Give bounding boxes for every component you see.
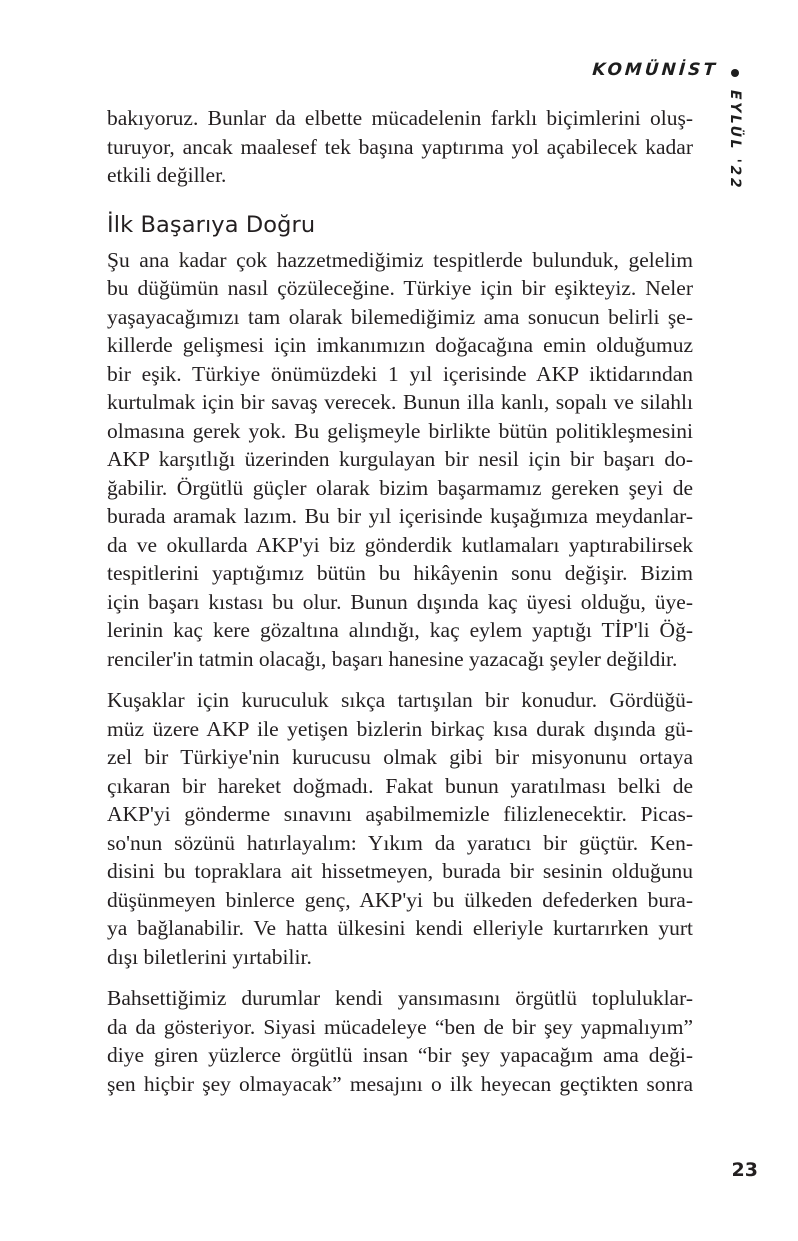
- paragraph-continuation: [107, 104, 693, 190]
- paragraph-3: [107, 984, 693, 1098]
- section-heading: İlk Başarıya Doğru: [107, 211, 316, 238]
- text-line: disini bu topraklara ait hissetmeyen, burada bir sesinin olduğunu: [107, 859, 693, 883]
- text-line: da da gösteriyor. Siyasi mücadeleye “ben de bir şey yapmalıyım”: [107, 1014, 693, 1039]
- text-line: killerde gelişmesi için imkanımızın doğacağına emin olduğumuz: [107, 333, 693, 357]
- issue-date-text: EYLÜL '22: [727, 90, 743, 191]
- text-line: diye giren yüzlerce örgütlü insan “bir şey yapacağım ama deği-: [107, 1043, 693, 1067]
- running-head-issue-date: [724, 90, 746, 191]
- text-line: renciler'in tatmin olacağı, başarı hanesine yazacağı şeyler değildir.: [107, 646, 678, 671]
- text-line: bakıyoruz. Bunlar da elbette mücadelenin farklı biçimlerini oluş-: [107, 106, 693, 130]
- text-line: olmasına gerek yok. Bu gelişmeyle birlikte bütün politikleşmesini: [107, 418, 693, 443]
- text-line: AKP'yi gönderme sınavını aşabilmemizle filizlenecektir. Picas-: [107, 802, 693, 826]
- page-number: 23: [731, 1159, 758, 1181]
- text-line: kurtulmak için bir savaş verecek. Bunun illa kanlı, sopalı ve silahlı: [107, 390, 693, 414]
- text-line: Şu ana kadar çok hazzetmediğimiz tespitlerde bulunduk, gelelim: [107, 247, 693, 272]
- text-line: ğabilir. Örgütlü güçler olarak bizim başarmamız gereken şeyi de: [107, 475, 693, 500]
- text-line: yaşayacağımızı tam olarak bilemediğimiz ama sonucun belirli şe-: [107, 304, 693, 329]
- paragraph-1: [107, 246, 693, 674]
- text-line: zel bir Türkiye'nin kurucusu olmak gibi bir misyonunu ortaya: [107, 745, 693, 769]
- text-line: da ve okullarda AKP'yi biz gönderdik kutlamaları yaptırabilirsek: [107, 532, 693, 557]
- text-line: müz üzere AKP ile yetişen bizlerin birkaç kısa durak dışında gü-: [107, 716, 693, 741]
- text-line: burada aramak lazım. Bu bir yıl içerisinde kuşağımıza meydanlar-: [107, 504, 693, 528]
- text-line: etkili değiller.: [107, 163, 227, 187]
- text-line: turuyor, ancak maalesef tek başına yaptırıma yol açabilecek kadar: [107, 134, 693, 159]
- paragraph-2: [107, 686, 693, 971]
- text-line: düşünmeyen binlerce genç, AKP'yi bu ülkeden defederken bura-: [107, 887, 693, 912]
- text-line: bu düğümün nasıl çözüleceğine. Türkiye için bir eşikteyiz. Neler: [107, 276, 693, 300]
- text-line: şen hiçbir şey olmayacak” mesajını o ilk heyecan geçtikten sonra: [107, 1071, 693, 1096]
- text-line: dışı biletlerini yırtabilir.: [107, 944, 312, 969]
- text-line: bir eşik. Türkiye önümüzdeki 1 yıl içerisinde AKP iktidarından: [107, 361, 693, 386]
- text-line: için başarı kıstası bu olur. Bunun dışında kaç üyesi olduğu, üye-: [107, 589, 693, 614]
- bullet-separator-icon: [731, 69, 739, 77]
- text-line: Bahsettiğimiz durumlar kendi yansımasını örgütlü topluluklar-: [107, 986, 693, 1010]
- text-line: Kuşaklar için kuruculuk sıkça tartışılan bir konudur. Gördüğü-: [107, 688, 693, 712]
- text-line: so'nun sözünü hatırlayalım: Yıkım da yaratıcı bir güçtür. Ken-: [107, 830, 693, 855]
- text-line: ya bağlanabilir. Ve hatta ülkesini kendi elleriyle kurtarırken yurt: [107, 916, 693, 940]
- text-line: lerinin kaç kere gözaltına alındığı, kaç eylem yaptığı TİP'li Öğ-: [107, 618, 693, 642]
- article-body: [107, 104, 693, 1111]
- text-line: çıkaran bir hareket doğmadı. Fakat bunun yaratılması belki de: [107, 773, 693, 798]
- running-head-title: KOMÜNİST: [591, 60, 719, 80]
- text-line: tespitlerini yaptığımız bütün bu hikâyenin sonu değişir. Bizim: [107, 561, 693, 585]
- text-line: AKP karşıtlığı üzerinden kurgulayan bir nesil için bir başarı do-: [107, 447, 693, 471]
